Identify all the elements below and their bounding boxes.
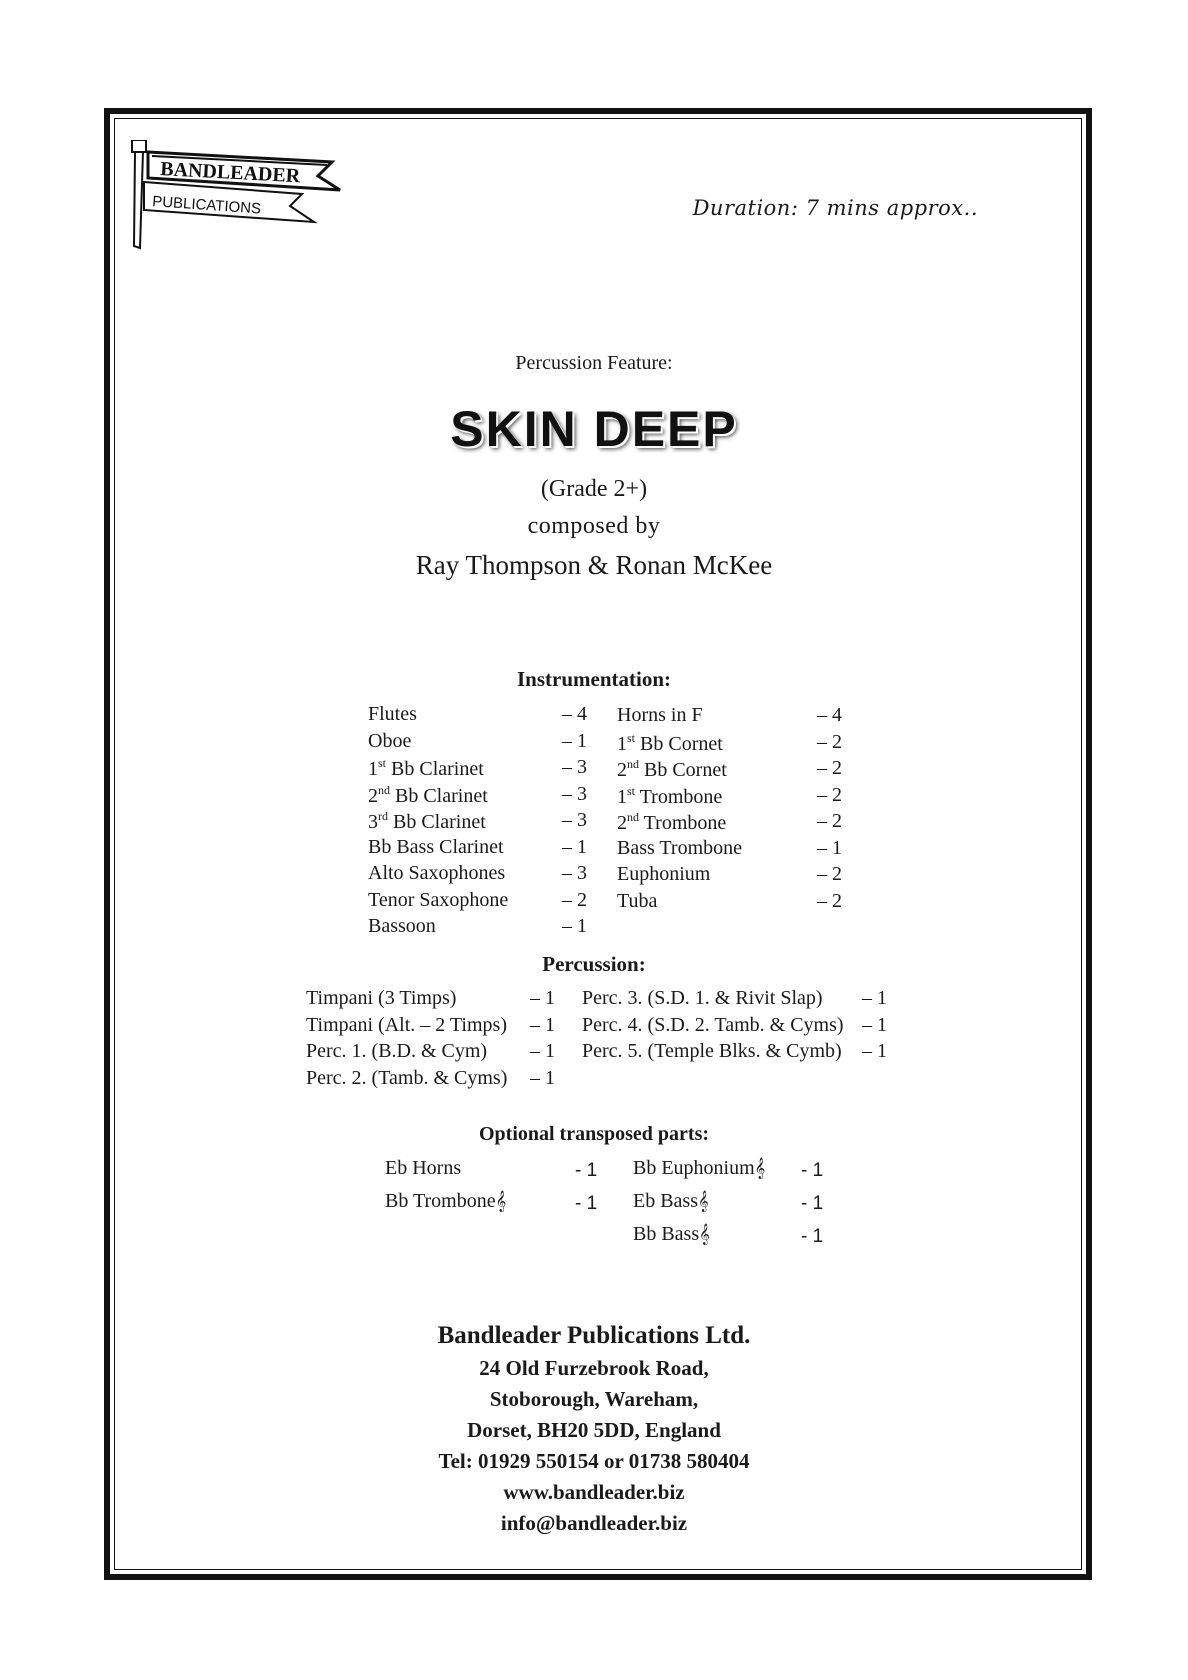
optional-row: Bb Trombone𝄞 - 1 (385, 1190, 598, 1214)
composed-by-label: composed by (527, 513, 661, 539)
instrument-row: 1st Bb Clarinet – 3 (368, 756, 587, 780)
instrument-row: Oboe – 1 (368, 729, 587, 752)
treble-clef-icon: 𝄞 (754, 1158, 766, 1179)
instrumentation-list-left (368, 703, 598, 942)
instrument-row: Tenor Saxophone – 2 (368, 888, 587, 911)
instrument-row: Bb Bass Clarinet – 1 (368, 835, 587, 858)
instrument-row: 1st Bb Cornet – 2 (617, 730, 842, 755)
optional-row: Eb Bass𝄞 - 1 (633, 1190, 824, 1214)
instrument-row: Bassoon – 1 (368, 915, 587, 937)
percussion-list-right (582, 987, 892, 1067)
instrument-row: 2nd Bb Cornet – 2 (617, 757, 842, 781)
percussion-list-left (306, 987, 566, 1093)
bandleader-logo (122, 140, 370, 250)
instrument-row: Tuba – 2 (617, 889, 842, 912)
percussion-row: Perc. 1. (B.D. & Cym) – 1 (306, 1040, 555, 1062)
optional-parts-heading: Optional transposed parts: (478, 1123, 710, 1145)
percussion-row: Timpani (Alt. – 2 Timps) – 1 (306, 1013, 555, 1036)
page-border-inner (114, 118, 1082, 1570)
optional-row: Eb Horns - 1 (385, 1157, 598, 1181)
publisher-address-line: Stoborough, Wareham, (489, 1387, 699, 1411)
instrument-row: Alto Saxophones – 3 (368, 862, 587, 884)
publisher-website: www.bandleader.biz (503, 1480, 685, 1504)
composers: Ray Thompson & Ronan McKee (415, 550, 773, 580)
publisher-address-line: Dorset, BH20 5DD, England (467, 1418, 721, 1442)
percussion-row: Perc. 4. (S.D. 2. Tamb. & Cyms) – 1 (582, 1013, 887, 1036)
percussion-row: Perc. 3. (S.D. 1. & Rivit Slap) – 1 (582, 987, 887, 1009)
feature-label: Percussion Feature: (515, 352, 673, 374)
instrumentation-list-right (617, 704, 857, 916)
instrument-row: 2nd Bb Clarinet – 3 (368, 782, 587, 807)
publisher-name: Bandleader Publications Ltd. (437, 1322, 751, 1349)
treble-clef-icon: 𝄞 (495, 1191, 507, 1212)
treble-clef-icon: 𝄞 (699, 1224, 710, 1245)
optional-list-left (385, 1157, 605, 1223)
instrument-row: Flutes – 4 (368, 703, 587, 725)
duration-note: Duration: 7 mins approx.. (692, 196, 978, 220)
instrument-row: 3rd Bb Clarinet – 3 (368, 809, 587, 833)
optional-list-right (633, 1157, 853, 1256)
instrument-row: 1st Trombone – 2 (617, 783, 842, 808)
publisher-email: info@bandleader.biz (500, 1511, 688, 1535)
svg-text:PUBLICATIONS: PUBLICATIONS (151, 193, 262, 218)
optional-row: Bb Euphonium𝄞 - 1 (633, 1157, 824, 1181)
instrument-row: 2nd Trombone – 2 (617, 810, 842, 834)
instrument-row: Horns in F – 4 (617, 704, 842, 726)
instrument-row: Bass Trombone – 1 (617, 836, 842, 859)
percussion-row: Timpani (3 Timps) – 1 (306, 987, 555, 1009)
grade-label: (Grade 2+) (540, 476, 648, 502)
treble-clef-icon: 𝄞 (698, 1191, 709, 1212)
percussion-row: Perc. 2. (Tamb. & Cyms) – 1 (306, 1066, 555, 1089)
optional-row: Bb Bass𝄞 - 1 (633, 1223, 824, 1247)
percussion-heading: Percussion: (542, 952, 646, 976)
percussion-row: Perc. 5. (Temple Blks. & Cymb) – 1 (582, 1040, 887, 1062)
instrumentation-heading: Instrumentation: (516, 667, 671, 691)
publisher-phone: Tel: 01929 550154 or 01738 580404 (438, 1449, 750, 1473)
instrument-row: Euphonium – 2 (617, 863, 842, 885)
piece-title: SKIN DEEP (450, 401, 738, 457)
svg-text:BANDLEADER: BANDLEADER (159, 158, 301, 188)
publisher-address-line: 24 Old Furzebrook Road, (479, 1356, 709, 1380)
